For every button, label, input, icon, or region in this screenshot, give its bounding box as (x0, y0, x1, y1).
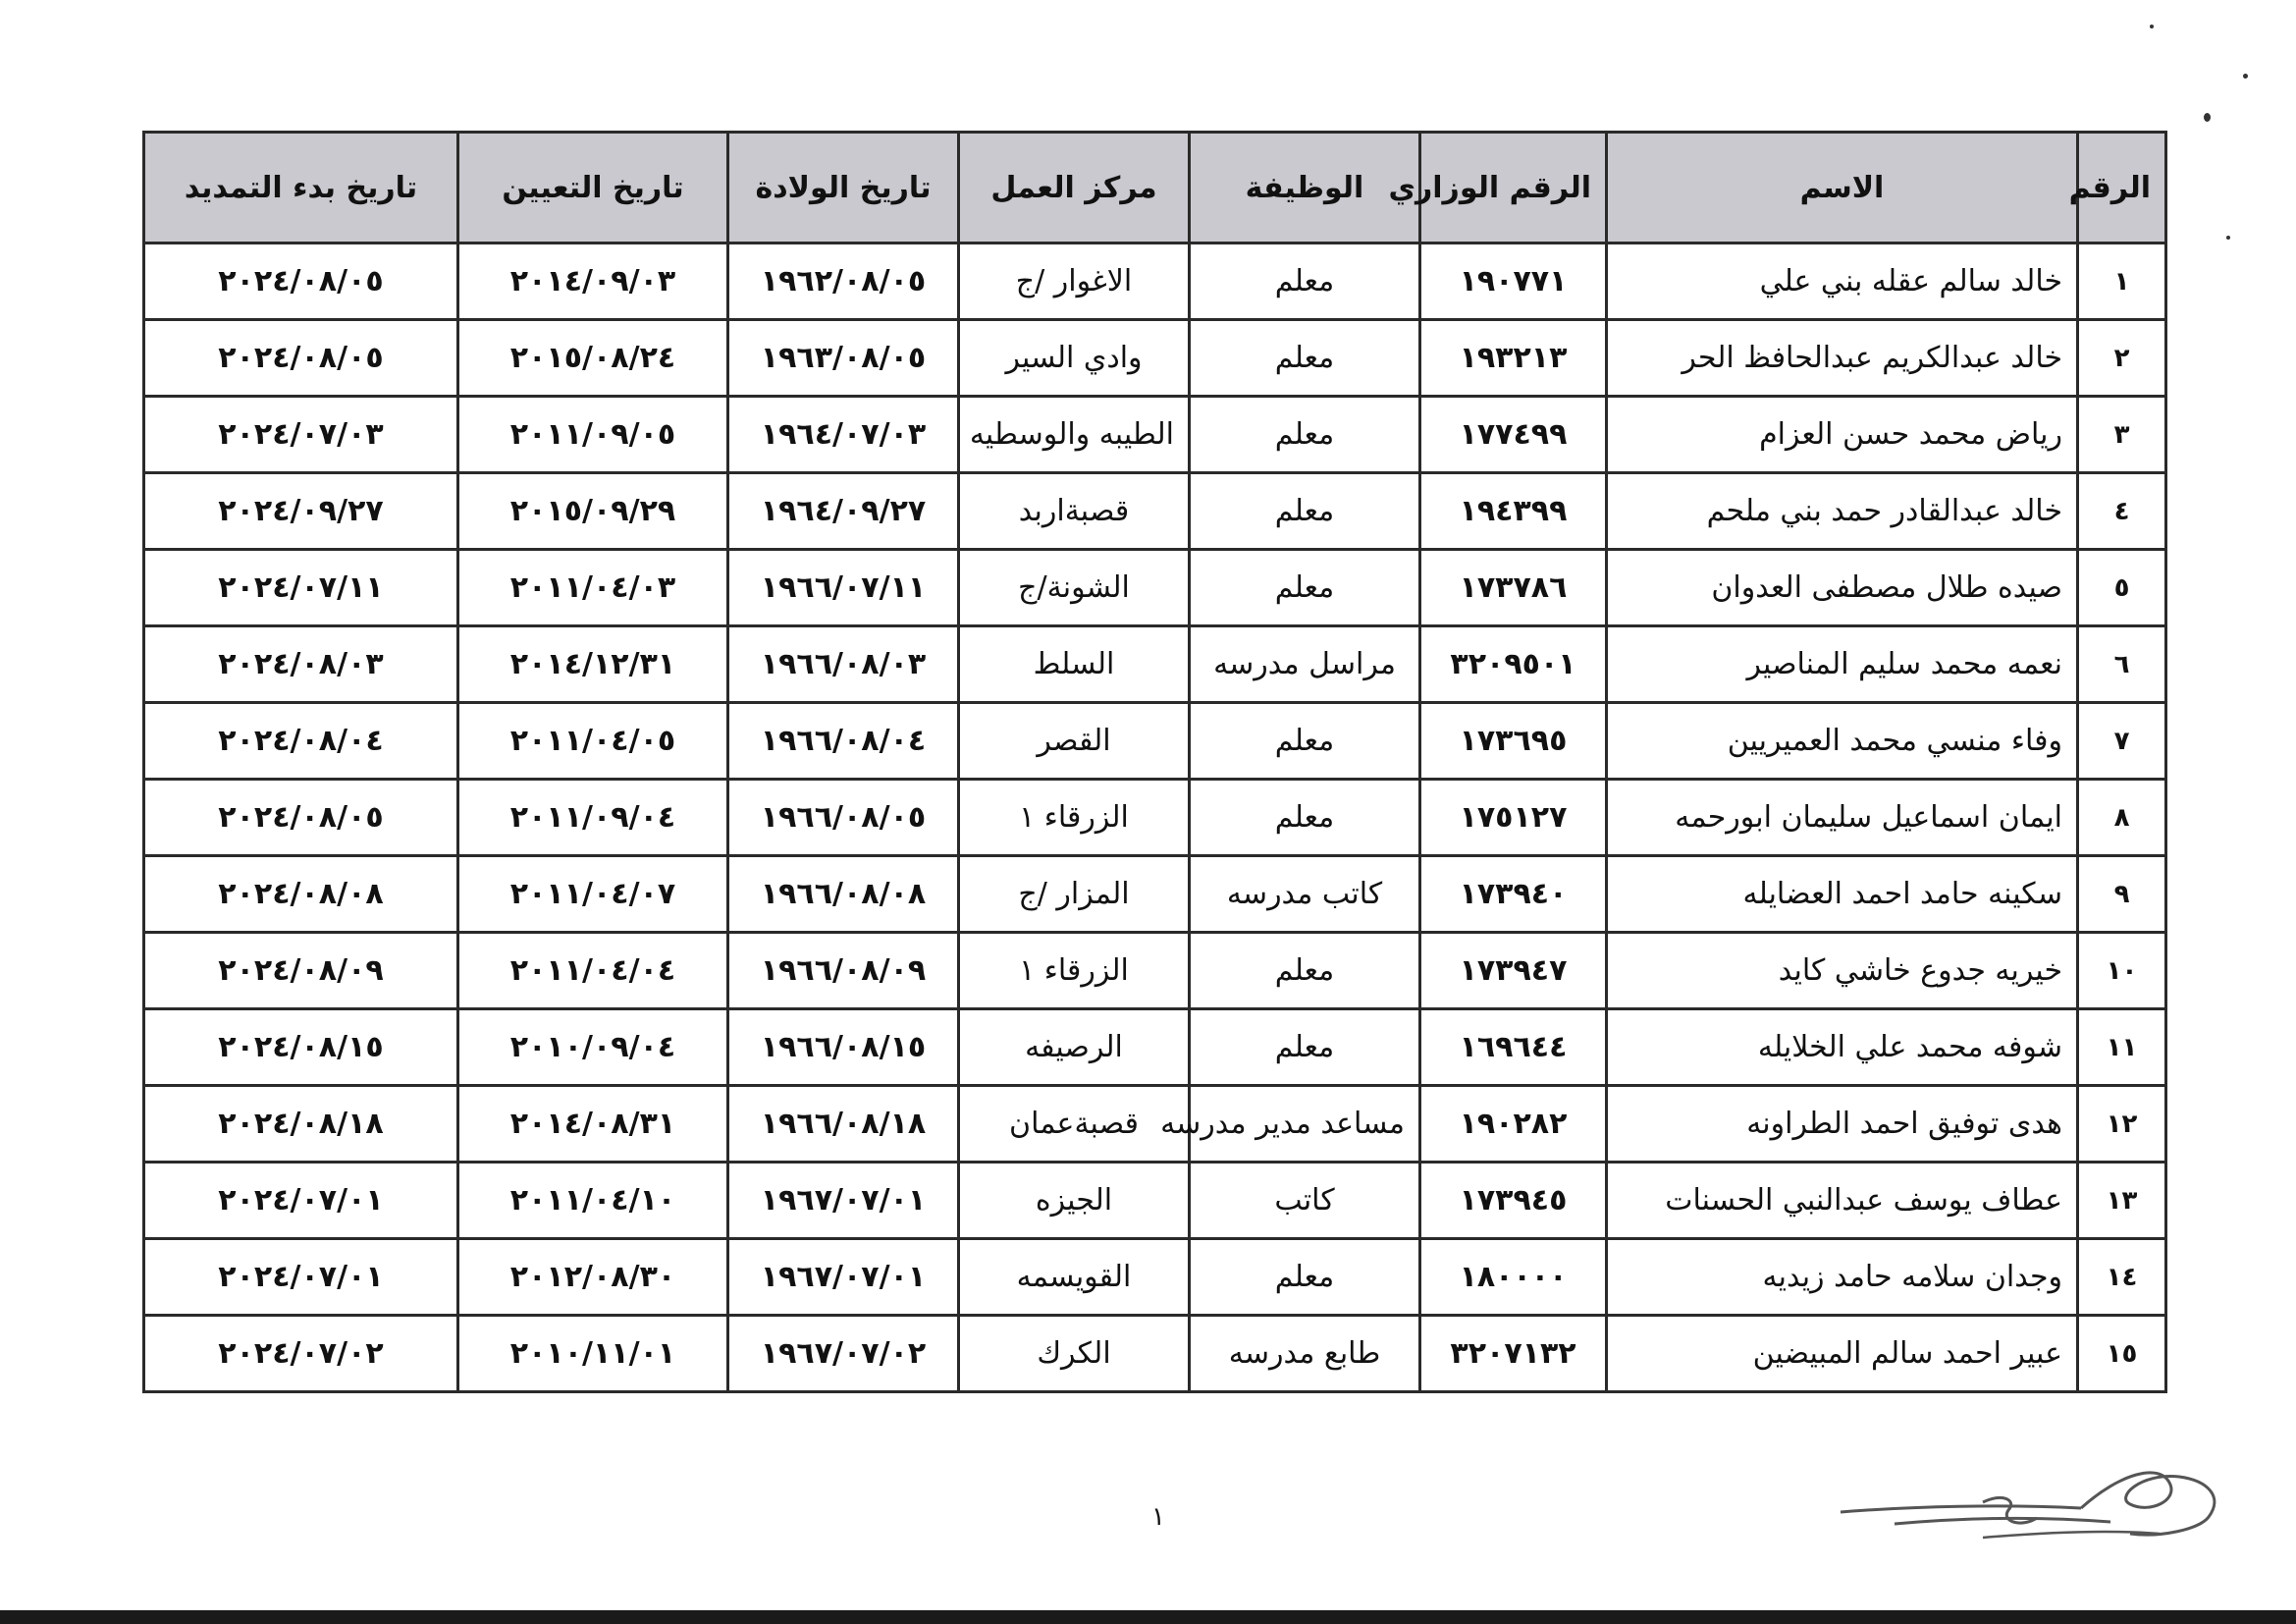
cell-birth-date: ١٩٦٦/٠٨/١٥ (728, 1009, 959, 1086)
cell-birth-date: ١٩٦٦/٠٨/٠٤ (728, 703, 959, 780)
cell-ministry-id: ١٩٤٣٩٩ (1420, 473, 1607, 550)
cell-workplace: الرصيفه (959, 1009, 1190, 1086)
cell-name: خالد سالم عقله بني علي (1607, 244, 2078, 320)
table-row (144, 1316, 2166, 1392)
cell-appointment-date: ٢٠١٥/٠٩/٢٩ (458, 473, 728, 550)
cell-extension-start: ٢٠٢٤/٠٨/٠٥ (144, 244, 458, 320)
cell-name: خيريه جدوع خاشي كايد (1607, 933, 2078, 1009)
cell-ministry-id: ١٧٥١٢٧ (1420, 780, 1607, 856)
table-row (144, 550, 2166, 626)
cell-job: معلم (1190, 1239, 1420, 1316)
cell-num: ١٣ (2078, 1163, 2166, 1239)
cell-num: ١٥ (2078, 1316, 2166, 1392)
cell-ministry-id: ١٩٠٢٨٢ (1420, 1086, 1607, 1163)
cell-extension-start: ٢٠٢٤/٠٨/١٥ (144, 1009, 458, 1086)
cell-workplace: الزرقاء ١ (959, 933, 1190, 1009)
cell-appointment-date: ٢٠١١/٠٤/٠٤ (458, 933, 728, 1009)
table-row (144, 397, 2166, 473)
table-row (144, 473, 2166, 550)
cell-name: ايمان اسماعيل سليمان ابورحمه (1607, 780, 2078, 856)
cell-job: معلم (1190, 703, 1420, 780)
cell-job: مساعد مدير مدرسه (1190, 1086, 1420, 1163)
cell-name: شوفه محمد علي الخلايله (1607, 1009, 2078, 1086)
cell-job: كاتب مدرسه (1190, 856, 1420, 933)
cell-num: ٥ (2078, 550, 2166, 626)
table-body (144, 244, 2166, 1392)
cell-job: معلم (1190, 550, 1420, 626)
cell-workplace: الكرك (959, 1316, 1190, 1392)
cell-appointment-date: ٢٠١١/٠٩/٠٥ (458, 397, 728, 473)
cell-appointment-date: ٢٠١١/٠٤/٠٣ (458, 550, 728, 626)
cell-num: ١٢ (2078, 1086, 2166, 1163)
header-workplace: مركز العمل (959, 133, 1190, 244)
cell-num: ٢ (2078, 320, 2166, 397)
cell-extension-start: ٢٠٢٤/٠٩/٢٧ (144, 473, 458, 550)
cell-extension-start: ٢٠٢٤/٠٨/٠٨ (144, 856, 458, 933)
scan-speck (2243, 74, 2248, 79)
cell-appointment-date: ٢٠١١/٠٤/٠٥ (458, 703, 728, 780)
cell-birth-date: ١٩٦٤/٠٧/٠٣ (728, 397, 959, 473)
cell-num: ١١ (2078, 1009, 2166, 1086)
cell-appointment-date: ٢٠١٤/٠٨/٣١ (458, 1086, 728, 1163)
cell-num: ١٠ (2078, 933, 2166, 1009)
signature (1836, 1443, 2238, 1551)
header-row (144, 133, 2166, 244)
scan-speck (2204, 113, 2211, 122)
cell-birth-date: ١٩٦٦/٠٨/٠٣ (728, 626, 959, 703)
cell-num: ٨ (2078, 780, 2166, 856)
cell-ministry-id: ٣٢٠٧١٣٢ (1420, 1316, 1607, 1392)
cell-name: عبير احمد سالم المبيضين (1607, 1316, 2078, 1392)
cell-num: ٤ (2078, 473, 2166, 550)
cell-extension-start: ٢٠٢٤/٠٨/٠٩ (144, 933, 458, 1009)
page-number: ١ (1151, 1502, 1165, 1532)
cell-birth-date: ١٩٦٦/٠٨/٠٨ (728, 856, 959, 933)
cell-ministry-id: ١٧٣٧٨٦ (1420, 550, 1607, 626)
cell-birth-date: ١٩٦٣/٠٨/٠٥ (728, 320, 959, 397)
header-num: الرقم (2078, 133, 2166, 244)
cell-name: رياض محمد حسن العزام (1607, 397, 2078, 473)
cell-workplace: الاغوار /ج (959, 244, 1190, 320)
table-row (144, 933, 2166, 1009)
table-row (144, 780, 2166, 856)
cell-num: ٩ (2078, 856, 2166, 933)
cell-ministry-id: ١٧٣٩٤٥ (1420, 1163, 1607, 1239)
header-name: الاسم (1607, 133, 2078, 244)
header-birth-date: تاريخ الولادة (728, 133, 959, 244)
cell-ministry-id: ١٧٧٤٩٩ (1420, 397, 1607, 473)
cell-extension-start: ٢٠٢٤/٠٨/١٨ (144, 1086, 458, 1163)
cell-workplace: الطيبه والوسطيه (959, 397, 1190, 473)
cell-job: معلم (1190, 780, 1420, 856)
cell-appointment-date: ٢٠١٠/١١/٠١ (458, 1316, 728, 1392)
table-row (144, 1163, 2166, 1239)
cell-extension-start: ٢٠٢٤/٠٨/٠٤ (144, 703, 458, 780)
cell-ministry-id: ١٩٣٢١٣ (1420, 320, 1607, 397)
cell-birth-date: ١٩٦٦/٠٨/٠٥ (728, 780, 959, 856)
cell-workplace: الجيزه (959, 1163, 1190, 1239)
table-row (144, 320, 2166, 397)
cell-birth-date: ١٩٦٧/٠٧/٠١ (728, 1239, 959, 1316)
cell-name: سكينه حامد احمد العضايله (1607, 856, 2078, 933)
cell-ministry-id: ١٧٣٩٤٧ (1420, 933, 1607, 1009)
cell-job: معلم (1190, 1009, 1420, 1086)
cell-appointment-date: ٢٠١٢/٠٨/٣٠ (458, 1239, 728, 1316)
cell-workplace: المزار /ج (959, 856, 1190, 933)
cell-extension-start: ٢٠٢٤/٠٧/٠١ (144, 1239, 458, 1316)
cell-extension-start: ٢٠٢٤/٠٨/٠٥ (144, 320, 458, 397)
cell-num: ٣ (2078, 397, 2166, 473)
cell-workplace: قصبةاربد (959, 473, 1190, 550)
cell-job: معلم (1190, 397, 1420, 473)
cell-birth-date: ١٩٦٤/٠٩/٢٧ (728, 473, 959, 550)
cell-name: وجدان سلامه حامد زيديه (1607, 1239, 2078, 1316)
table-header (144, 133, 2166, 244)
cell-name: وفاء منسي محمد العميريين (1607, 703, 2078, 780)
cell-job: طابع مدرسه (1190, 1316, 1420, 1392)
cell-job: معلم (1190, 244, 1420, 320)
cell-job: معلم (1190, 933, 1420, 1009)
cell-name: عطاف يوسف عبدالنبي الحسنات (1607, 1163, 2078, 1239)
cell-ministry-id: ١٧٣٦٩٥ (1420, 703, 1607, 780)
cell-birth-date: ١٩٦٦/٠٨/٠٩ (728, 933, 959, 1009)
cell-ministry-id: ١٩٠٧٧١ (1420, 244, 1607, 320)
cell-job: معلم (1190, 320, 1420, 397)
table-row (144, 244, 2166, 320)
scan-bottom-edge (0, 1610, 2296, 1624)
cell-num: ١ (2078, 244, 2166, 320)
cell-birth-date: ١٩٦٢/٠٨/٠٥ (728, 244, 959, 320)
cell-ministry-id: ١٨٠٠٠٠ (1420, 1239, 1607, 1316)
cell-name: خالد عبدالقادر حمد بني ملحم (1607, 473, 2078, 550)
cell-workplace: القصر (959, 703, 1190, 780)
cell-appointment-date: ٢٠١٤/١٢/٣١ (458, 626, 728, 703)
header-extension-start: تاريخ بدء التمديد (144, 133, 458, 244)
cell-job: معلم (1190, 473, 1420, 550)
cell-name: صيده طلال مصطفى العدوان (1607, 550, 2078, 626)
cell-appointment-date: ٢٠١٠/٠٩/٠٤ (458, 1009, 728, 1086)
cell-workplace: قصبةعمان (959, 1086, 1190, 1163)
employees-table (142, 131, 2167, 1393)
cell-job: كاتب (1190, 1163, 1420, 1239)
cell-job: مراسل مدرسه (1190, 626, 1420, 703)
cell-extension-start: ٢٠٢٤/٠٧/٠٢ (144, 1316, 458, 1392)
cell-appointment-date: ٢٠١١/٠٤/١٠ (458, 1163, 728, 1239)
table-row (144, 1009, 2166, 1086)
header-appointment-date: تاريخ التعيين (458, 133, 728, 244)
cell-workplace: الشونة/ج (959, 550, 1190, 626)
table-row (144, 1239, 2166, 1316)
cell-workplace: الزرقاء ١ (959, 780, 1190, 856)
cell-ministry-id: ١٧٣٩٤٠ (1420, 856, 1607, 933)
cell-appointment-date: ٢٠١١/٠٩/٠٤ (458, 780, 728, 856)
cell-extension-start: ٢٠٢٤/٠٧/٠١ (144, 1163, 458, 1239)
header-job: الوظيفة (1190, 133, 1420, 244)
cell-extension-start: ٢٠٢٤/٠٨/٠٥ (144, 780, 458, 856)
cell-birth-date: ١٩٦٦/٠٨/١٨ (728, 1086, 959, 1163)
cell-workplace: السلط (959, 626, 1190, 703)
cell-workplace: وادي السير (959, 320, 1190, 397)
scan-speck (2226, 236, 2230, 240)
cell-birth-date: ١٩٦٦/٠٧/١١ (728, 550, 959, 626)
table-row (144, 703, 2166, 780)
cell-ministry-id: ٣٢٠٩٥٠١ (1420, 626, 1607, 703)
cell-workplace: القويسمه (959, 1239, 1190, 1316)
cell-ministry-id: ١٦٩٦٤٤ (1420, 1009, 1607, 1086)
cell-num: ٧ (2078, 703, 2166, 780)
table-row (144, 856, 2166, 933)
cell-name: هدى توفيق احمد الطراونه (1607, 1086, 2078, 1163)
cell-birth-date: ١٩٦٧/٠٧/٠٢ (728, 1316, 959, 1392)
table-row (144, 626, 2166, 703)
cell-name: خالد عبدالكريم عبدالحافظ الحر (1607, 320, 2078, 397)
scan-speck (2150, 25, 2154, 28)
cell-name: نعمه محمد سليم المناصير (1607, 626, 2078, 703)
cell-appointment-date: ٢٠١١/٠٤/٠٧ (458, 856, 728, 933)
cell-appointment-date: ٢٠١٥/٠٨/٢٤ (458, 320, 728, 397)
cell-extension-start: ٢٠٢٤/٠٨/٠٣ (144, 626, 458, 703)
cell-num: ١٤ (2078, 1239, 2166, 1316)
cell-birth-date: ١٩٦٧/٠٧/٠١ (728, 1163, 959, 1239)
cell-extension-start: ٢٠٢٤/٠٧/٠٣ (144, 397, 458, 473)
cell-extension-start: ٢٠٢٤/٠٧/١١ (144, 550, 458, 626)
cell-appointment-date: ٢٠١٤/٠٩/٠٣ (458, 244, 728, 320)
cell-num: ٦ (2078, 626, 2166, 703)
table-row (144, 1086, 2166, 1163)
header-ministry-id: الرقم الوزاري (1420, 133, 1607, 244)
